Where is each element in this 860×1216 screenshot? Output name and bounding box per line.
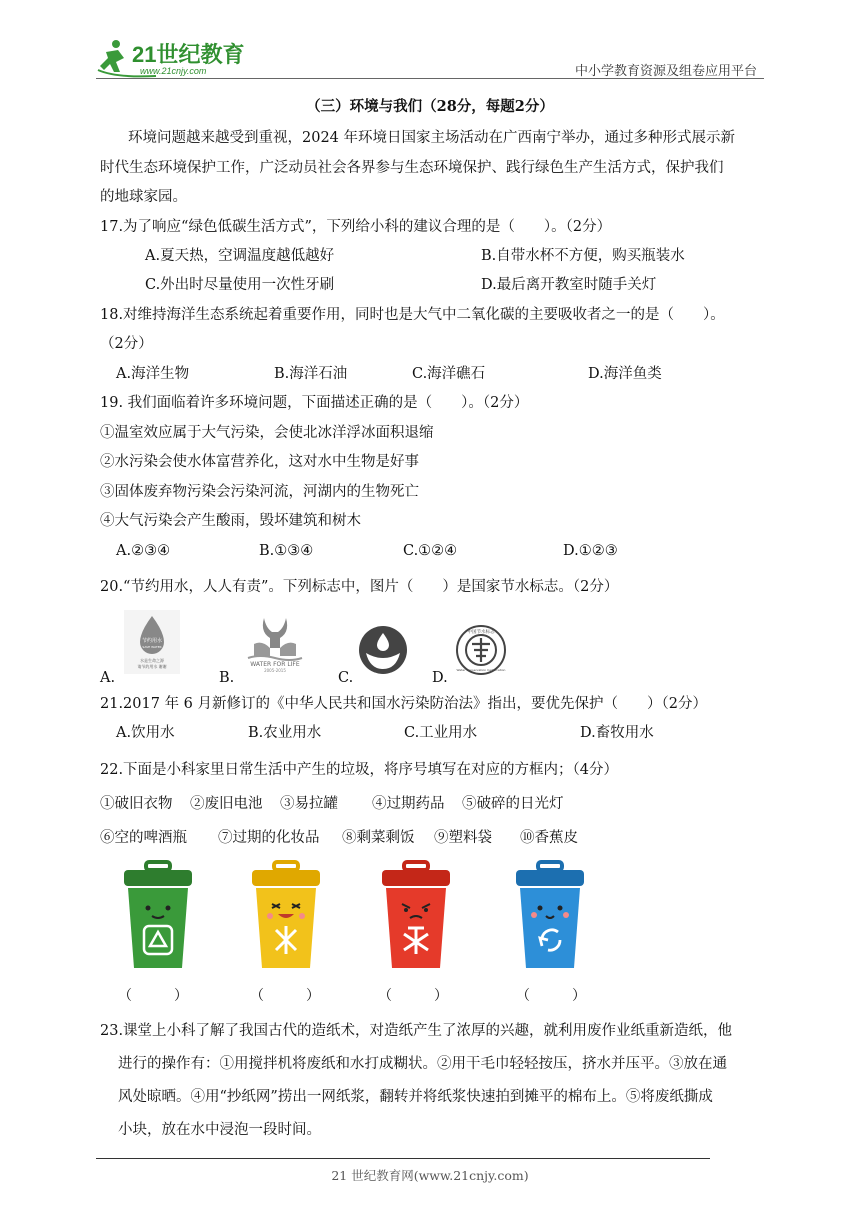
q22-item-2: ②废旧电池 xyxy=(190,796,263,812)
green-kitchen-waste-bin xyxy=(120,860,196,972)
q18-option-c: C.海洋礁石 xyxy=(412,366,486,382)
q19-option-c: C.①②④ xyxy=(403,543,458,559)
q21-stem: 21.2017 年 6 月新修订的《中华人民共和国水污染防治法》指出，要优先保护（ ）（2分） xyxy=(100,696,707,712)
q19-statement-4: ④大气污染会产生酸雨，毁坏建筑和树木 xyxy=(100,513,361,529)
sign-b-text: WATER FOR LIFE xyxy=(250,661,300,668)
q21-option-d: D.畜牧用水 xyxy=(580,725,654,741)
intro-line-2: 时代生态环境保护工作，广泛动员社会各界参与生态环境保护、践行绿色生产生活方式，保护我们 xyxy=(100,160,724,176)
q23-line-1: 23.课堂上小科了解了我国古代的造纸术，对造纸产生了浓厚的兴趣，就利用废作业纸重新造纸，他 xyxy=(100,1023,733,1039)
bin-answer-red[interactable]: （ ） xyxy=(378,988,448,1004)
q21-option-b: B.农业用水 xyxy=(248,725,322,741)
q18-option-a: A.海洋生物 xyxy=(116,366,190,382)
q22-item-8: ⑧剩菜剩饭 xyxy=(342,830,415,846)
q17-option-a: A.夏天热，空调温度越低越好 xyxy=(145,248,335,264)
water-drop-sign-a xyxy=(124,610,180,674)
q17-option-c: C.外出时尽量使用一次性牙刷 xyxy=(145,277,335,293)
q23-line-3: 风处晾晒。④用“抄纸网”捞出一网纸浆，翻转并将纸浆快速拍到摊平的棉布上。⑤将废纸撕成 xyxy=(118,1089,713,1105)
bin-answer-yellow[interactable]: （ ） xyxy=(250,988,320,1004)
logo-url: www.21cnjy.com xyxy=(140,66,207,76)
sign-a-footer-2: 请节约用水 谢谢 xyxy=(137,664,167,669)
national-water-saving-sign-d xyxy=(452,624,510,676)
circle-water-sign-c xyxy=(358,625,408,675)
q19-stem: 19. 我们面临着许多环境问题，下面描述正确的是（ ）。（2分） xyxy=(100,395,529,411)
q22-item-1: ①破旧衣物 xyxy=(100,796,173,812)
q19-statement-1: ①温室效应属于大气污染，会使北冰洋浮冰面积退缩 xyxy=(100,425,434,441)
q19-statement-3: ③固体废弃物污染会污染河流，河湖内的生物死亡 xyxy=(100,484,419,500)
footer-text: 21 世纪教育网(www.21cnjy.com) xyxy=(331,1168,529,1183)
q22-item-5: ⑤破碎的日光灯 xyxy=(462,796,564,812)
q21-option-a: A.饮用水 xyxy=(116,725,175,741)
q18-option-b: B.海洋石油 xyxy=(274,366,348,382)
intro-line-3: 的地球家园。 xyxy=(100,189,187,205)
q19-option-d: D.①②③ xyxy=(563,543,618,559)
q20-label-a: A. xyxy=(100,670,116,686)
yellow-other-waste-bin xyxy=(248,860,324,972)
sign-d-top: 中国节水标志 xyxy=(467,630,495,635)
q17-option-b: B.自带水杯不方便，购买瓶装水 xyxy=(481,248,685,264)
q22-item-4: ④过期药品 xyxy=(372,796,445,812)
q20-stem: 20.“节约用水，人人有责”。下列标志中，图片（ ）是国家节水标志。（2分） xyxy=(100,579,619,595)
q18-option-d: D.海洋鱼类 xyxy=(588,366,662,382)
q21-option-c: C.工业用水 xyxy=(404,725,478,741)
footer-divider xyxy=(96,1158,710,1159)
q20-label-c: C. xyxy=(338,670,354,686)
q17-option-d: D.最后离开教室时随手关灯 xyxy=(481,277,657,293)
water-for-life-sign-b xyxy=(240,614,310,674)
q22-item-9: ⑨塑料袋 xyxy=(434,830,492,846)
sign-a-title: 节约用水 xyxy=(141,638,163,644)
intro-line-1: 环境问题越来越受到重视，2024 年环境日国家主场活动在广西南宁举办，通过多种形式展示新 xyxy=(128,130,736,146)
sign-a-subtitle: SAVE WATER xyxy=(142,645,162,649)
sign-d-bottom: Water Conservation Certification xyxy=(456,668,506,672)
q19-statement-2: ②水污染会使水体富营养化，这对水中生物是好事 xyxy=(100,454,419,470)
header-divider xyxy=(96,78,764,79)
q22-item-3: ③易拉罐 xyxy=(280,796,338,812)
q19-option-b: B.①③④ xyxy=(259,543,314,559)
q17-stem: 17.为了响应“绿色低碳生活方式”，下列给小科的建议合理的是（ ）。（2分） xyxy=(100,219,612,235)
sign-b-years: 2005-2015 xyxy=(264,668,286,673)
blue-recyclable-bin xyxy=(512,860,588,972)
q18-stem-score: （2分） xyxy=(100,336,153,352)
q22-stem: 22.下面是小科家里日常生活中产生的垃圾，将序号填写在对应的方框内；（4分） xyxy=(100,762,619,778)
platform-name: 中小学教育资源及组卷应用平台 xyxy=(574,64,757,79)
q23-line-2: 进行的操作有：①用搅拌机将废纸和水打成糊状。②用干毛巾轻轻按压，挤水并压平。③放在通 xyxy=(118,1056,727,1072)
red-hazardous-waste-bin xyxy=(378,860,454,972)
q20-label-d: D. xyxy=(432,670,448,686)
q22-item-10: ⑩香蕉皮 xyxy=(520,830,578,846)
q22-item-7: ⑦过期的化妆品 xyxy=(218,830,320,846)
section-title: （三）环境与我们（28分，每题2分） xyxy=(306,98,554,115)
q22-item-6: ⑥空的啤酒瓶 xyxy=(100,830,187,846)
q19-option-a: A.②③④ xyxy=(116,543,171,559)
q20-label-b: B. xyxy=(219,670,235,686)
q23-line-4: 小块，放在水中浸泡一段时间。 xyxy=(118,1122,321,1138)
bin-answer-blue[interactable]: （ ） xyxy=(516,988,586,1004)
bin-answer-green[interactable]: （ ） xyxy=(118,988,188,1004)
logo-text: 21世纪教育 xyxy=(132,42,245,67)
site-logo xyxy=(96,36,266,80)
sign-a-footer-1: 水是生命之源 xyxy=(140,658,164,663)
q18-stem: 18.对维持海洋生态系统起着重要作用，同时也是大气中二氧化碳的主要吸收者之一的是（ ）。 xyxy=(100,307,725,323)
